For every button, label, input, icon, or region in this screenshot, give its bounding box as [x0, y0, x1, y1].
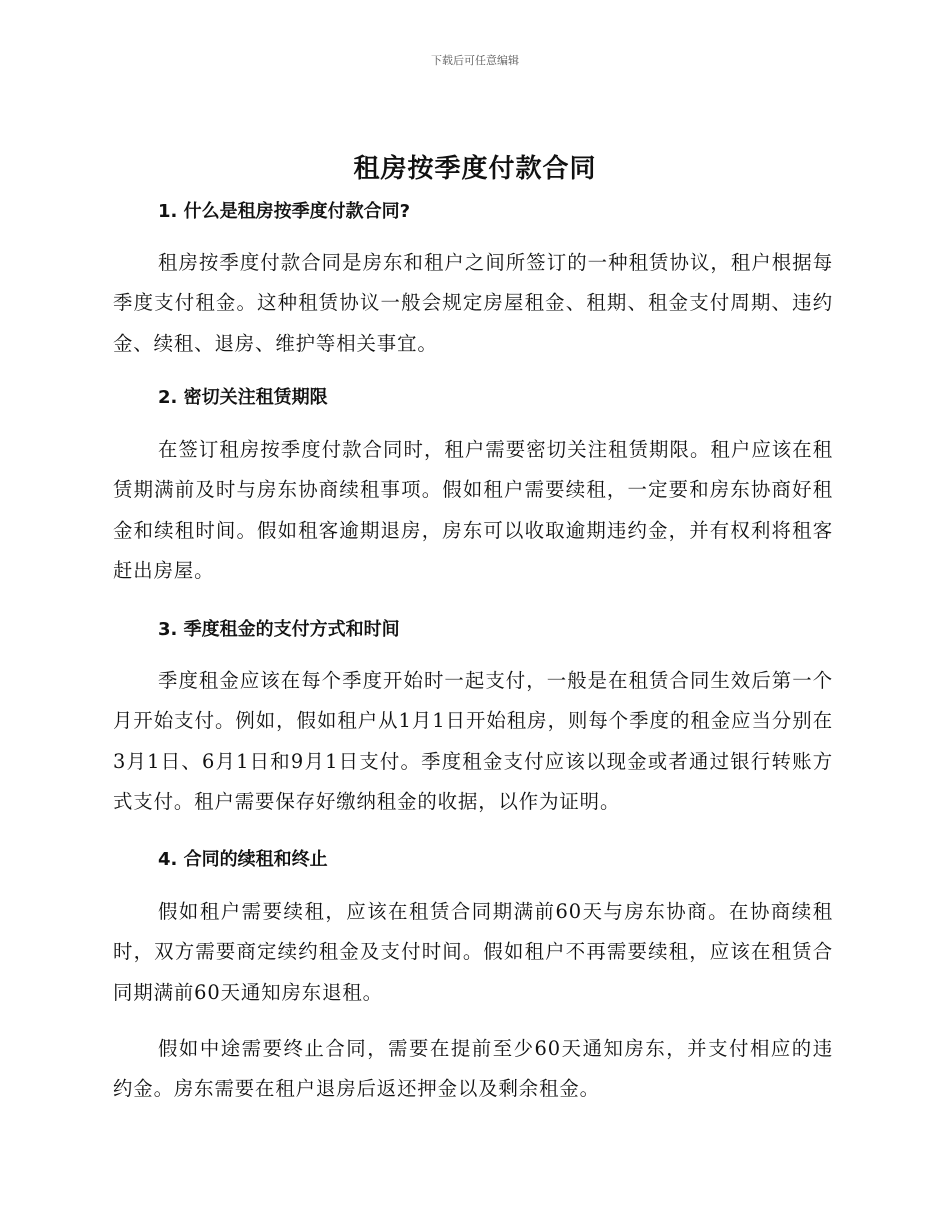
section-3-paragraph: 季度租金应该在每个季度开始时一起支付，一般是在租赁合同生效后第一个月开始支付。例如，假如租户从1月1日开始租房，则每个季度的租金应当分别在3月1日、6月1日和9月1日支付。季度租金支付应该以现金或者通过银行转账方式支付。租户需要保存好缴纳租金的收据，以作为证明。	[113, 669, 833, 813]
section-2-paragraph: 在签订租房按季度付款合同时，租户需要密切关注租赁期限。租户应该在租赁期满前及时与房东协商续租事项。假如租户需要续租，一定要和房东协商好租金和续租时间。假如租客逾期退房，房东可以收取逾期违约金，并有权利将租客赶出房屋。	[113, 438, 833, 582]
section-1-paragraph: 租房按季度付款合同是房东和租户之间所签订的一种租赁协议，租户根据每季度支付租金。这种租赁协议一般会规定房屋租金、租期、租金支付周期、违约金、续租、退房、维护等相关事宜。	[113, 251, 833, 355]
section-4-paragraph-1: 假如租户需要续租，应该在租赁合同期满前60天与房东协商。在协商续租时，双方需要商定续约租金及支付时间。假如租户不再需要续租，应该在租赁合同期满前60天通知房东退租。	[113, 900, 833, 1004]
section-4-paragraph-2: 假如中途需要终止合同，需要在提前至少60天通知房东，并支付相应的违约金。房东需要在租户退房后返还押金以及剩余租金。	[113, 1037, 833, 1101]
section-heading-1: 1. 什么是租房按季度付款合同?	[158, 201, 411, 222]
section-heading-3: 3. 季度租金的支付方式和时间	[158, 619, 400, 640]
header-note: 下载后可任意编辑	[431, 54, 519, 67]
section-heading-4: 4. 合同的续租和终止	[158, 849, 328, 870]
document-title: 租房按季度付款合同	[353, 154, 597, 184]
section-heading-2: 2. 密切关注租赁期限	[158, 387, 328, 408]
